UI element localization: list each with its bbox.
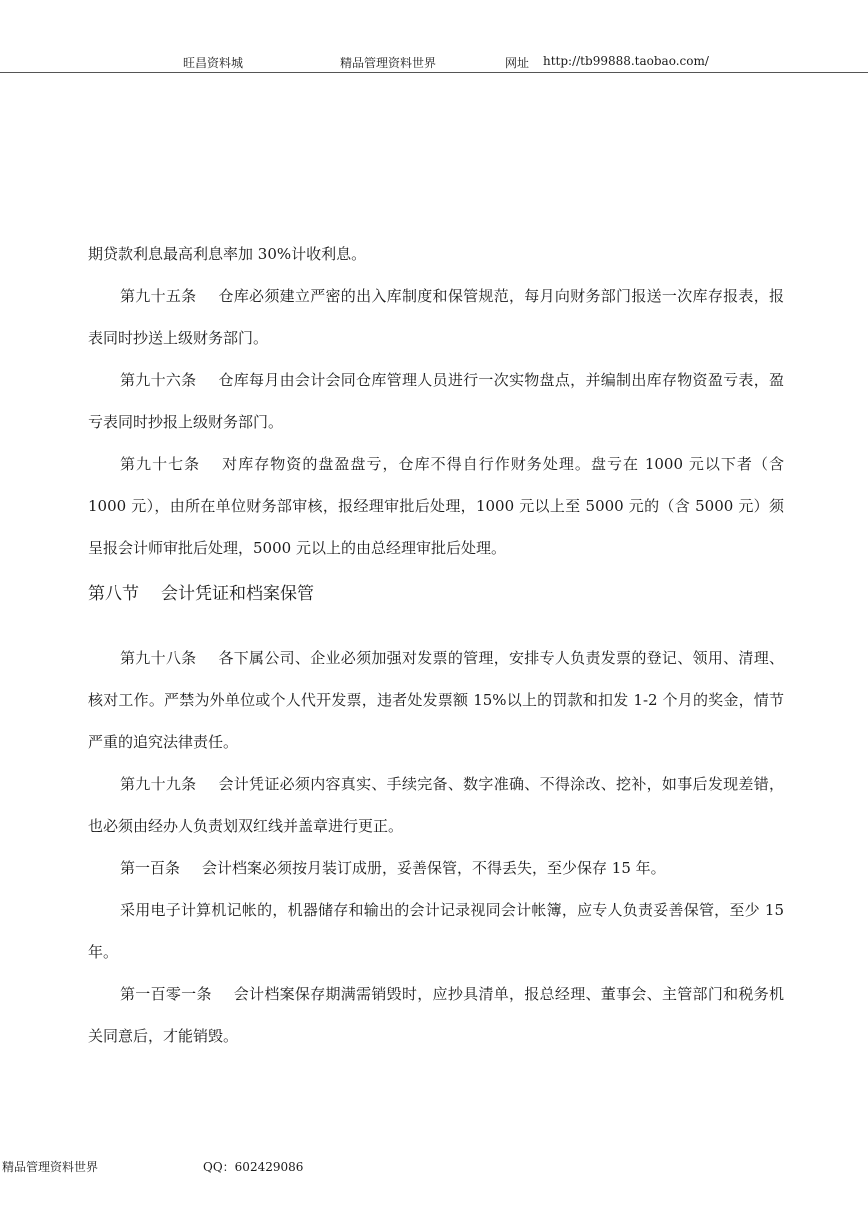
article-number: 第九十九条	[120, 775, 197, 793]
footer-qq: QQ：602429086	[203, 1160, 304, 1174]
article-97	[88, 443, 784, 569]
article-101	[88, 973, 784, 1057]
page-header	[0, 0, 868, 73]
article-number: 第九十五条	[120, 287, 197, 305]
header-shop-name: 旺昌资料城	[183, 56, 244, 70]
article-text: 会计凭证必须内容真实、手续完备、数字准确、不得涂改、挖补，如事后发现差错，也必须由经办人负责划双红线并盖章进行更正。	[88, 775, 784, 835]
article-96	[88, 359, 784, 443]
article-number: 第一百条	[120, 859, 181, 877]
section-title-text: 会计凭证和档案保管	[161, 584, 314, 604]
article-number: 第一百零一条	[120, 985, 212, 1003]
article-text: 对库存物资的盘盈盘亏，仓库不得自行作财务处理。盘亏在 1000 元以下者（含 1000 元），由所在单位财务部审核，报经理审批后处理，1000 元以上至 5000 元的（含 5000 元）须呈报会计师审批后处理，5000 元以上的由总经理审批后处理。	[88, 455, 784, 557]
footer-brand: 精品管理资料世界	[2, 1160, 99, 1174]
article-text: 仓库每月由会计会同仓库管理人员进行一次实物盘点，并编制出库存物资盈亏表，盈亏表同时抄报上级财务部门。	[88, 371, 784, 431]
paragraph-computer-records: 采用电子计算机记帐的，机器储存和输出的会计记录视同会计帐簿，应专人负责妥善保管，至少 15 年。	[88, 901, 784, 961]
article-number: 第九十八条	[120, 649, 197, 667]
article-98	[88, 637, 784, 763]
article-text: 仓库必须建立严密的出入库制度和保管规范，每月向财务部门报送一次库存报表，报表同时抄送上级财务部门。	[88, 287, 784, 347]
header-url-label: 网址	[505, 56, 530, 70]
section-number: 第八节	[88, 584, 139, 604]
document-body	[88, 233, 784, 1057]
header-slogan: 精品管理资料世界	[340, 56, 437, 70]
article-text: 会计档案必须按月装订成册，妥善保管，不得丢失，至少保存 15 年。	[202, 859, 666, 877]
article-text: 会计档案保存期满需销毁时，应抄具清单，报总经理、董事会、主管部门和税务机关同意后，才能销毁。	[88, 985, 784, 1045]
article-number: 第九十六条	[120, 371, 197, 389]
article-95	[88, 275, 784, 359]
paragraph-continuation: 期贷款利息最高利息率加 30%计收利息。	[88, 245, 367, 263]
header-url-link[interactable]: http://tb99888.taobao.com/	[543, 54, 709, 68]
article-number: 第九十七条	[120, 455, 201, 473]
section-heading	[88, 569, 784, 615]
article-100	[88, 847, 784, 889]
article-text: 各下属公司、企业必须加强对发票的管理，安排专人负责发票的登记、领用、清理、核对工作。严禁为外单位或个人代开发票，违者处发票额 15%以上的罚款和扣发 1-2 个月的奖金，情节严重的追究法律责任。	[88, 649, 784, 751]
article-99	[88, 763, 784, 847]
